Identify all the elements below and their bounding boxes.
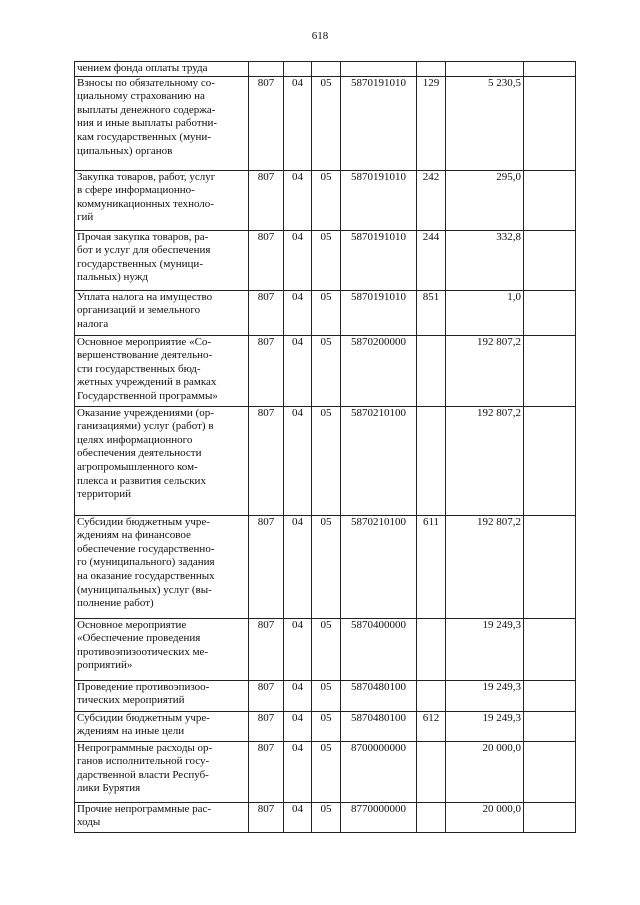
row-expense-type xyxy=(417,618,446,680)
row-section-code: 04 xyxy=(284,406,312,515)
row-empty-cell xyxy=(524,290,576,335)
budget-table xyxy=(74,61,576,833)
row-target-article: 5870210100 xyxy=(341,515,417,618)
row-target-article: 5870191010 xyxy=(341,76,417,170)
row-target-article: 5870480100 xyxy=(341,680,417,711)
row-empty-cell xyxy=(524,76,576,170)
row-subsection-code: 05 xyxy=(312,76,341,170)
row-ved-code: 807 xyxy=(249,335,284,406)
row-name: Основное мероприятие «Обеспечение проведения противоэпизоотических ме- роприятий» xyxy=(75,618,249,680)
row-ved-code: 807 xyxy=(249,618,284,680)
row-empty-cell xyxy=(524,680,576,711)
row-name: Субсидии бюджетным учре- ждениям на иные цели xyxy=(75,711,249,741)
row-amount: 332,8 xyxy=(446,230,524,290)
row-subsection-code: 05 xyxy=(312,406,341,515)
table-row xyxy=(75,335,576,406)
table-row xyxy=(75,515,576,618)
table-row xyxy=(75,802,576,832)
row-name: Оказание учреждениями (ор- ганизациями) услуг (работ) в целях информационного обеспечения деятельности агропромышленного ком- плекса и развития сельских территорий xyxy=(75,406,249,515)
row-empty-cell xyxy=(524,741,576,802)
row-ved-code: 807 xyxy=(249,515,284,618)
row-target-article: 8770000000 xyxy=(341,802,417,832)
row-target-article: 5870191010 xyxy=(341,170,417,230)
row-expense-type xyxy=(417,680,446,711)
row-name: Субсидии бюджетным учре- ждениям на финансовое обеспечение государственно- го (муниципального) задания на оказание государственных (муниципальных) услуг (вы- полнение работ) xyxy=(75,515,249,618)
row-target-article: 5870200000 xyxy=(341,335,417,406)
row-name: Прочие непрограммные рас- ходы xyxy=(75,802,249,832)
row-empty-cell xyxy=(524,711,576,741)
row-expense-type: 611 xyxy=(417,515,446,618)
row-expense-type: 612 xyxy=(417,711,446,741)
row-target-article: 5870210100 xyxy=(341,406,417,515)
row-ved-code: 807 xyxy=(249,680,284,711)
row-section-code: 04 xyxy=(284,802,312,832)
row-empty-cell xyxy=(524,406,576,515)
row-amount: 19 249,3 xyxy=(446,680,524,711)
row-name: Уплата налога на имущество организаций и земельного налога xyxy=(75,290,249,335)
row-empty-cell xyxy=(524,515,576,618)
row-ved-code: 807 xyxy=(249,76,284,170)
row-subsection-code: 05 xyxy=(312,680,341,711)
row-amount xyxy=(446,62,524,77)
row-amount: 192 807,2 xyxy=(446,515,524,618)
row-expense-type: 244 xyxy=(417,230,446,290)
row-expense-type xyxy=(417,335,446,406)
row-ved-code: 807 xyxy=(249,230,284,290)
row-section-code: 04 xyxy=(284,290,312,335)
table-body xyxy=(75,62,576,833)
row-target-article: 5870400000 xyxy=(341,618,417,680)
table-row xyxy=(75,711,576,741)
row-amount: 192 807,2 xyxy=(446,335,524,406)
row-expense-type: 851 xyxy=(417,290,446,335)
row-amount: 20 000,0 xyxy=(446,741,524,802)
row-ved-code: 807 xyxy=(249,741,284,802)
row-section-code: 04 xyxy=(284,618,312,680)
row-subsection-code: 05 xyxy=(312,618,341,680)
row-section-code: 04 xyxy=(284,170,312,230)
row-amount: 5 230,5 xyxy=(446,76,524,170)
row-target-article: 5870191010 xyxy=(341,290,417,335)
row-name: чением фонда оплаты труда xyxy=(75,62,249,77)
row-expense-type xyxy=(417,406,446,515)
row-amount: 19 249,3 xyxy=(446,618,524,680)
row-empty-cell xyxy=(524,230,576,290)
row-empty-cell xyxy=(524,618,576,680)
row-subsection-code xyxy=(312,62,341,77)
row-subsection-code: 05 xyxy=(312,741,341,802)
row-target-article: 8700000000 xyxy=(341,741,417,802)
row-amount: 20 000,0 xyxy=(446,802,524,832)
row-expense-type xyxy=(417,62,446,77)
table-row xyxy=(75,62,576,77)
row-ved-code: 807 xyxy=(249,170,284,230)
table-row xyxy=(75,741,576,802)
row-section-code: 04 xyxy=(284,76,312,170)
row-section-code: 04 xyxy=(284,680,312,711)
row-target-article xyxy=(341,62,417,77)
row-empty-cell xyxy=(524,170,576,230)
row-subsection-code: 05 xyxy=(312,335,341,406)
row-section-code: 04 xyxy=(284,335,312,406)
row-empty-cell xyxy=(524,802,576,832)
row-amount: 192 807,2 xyxy=(446,406,524,515)
row-ved-code: 807 xyxy=(249,711,284,741)
row-section-code: 04 xyxy=(284,711,312,741)
row-expense-type xyxy=(417,802,446,832)
table-row xyxy=(75,406,576,515)
table-row xyxy=(75,230,576,290)
row-subsection-code: 05 xyxy=(312,515,341,618)
table-row xyxy=(75,290,576,335)
row-name: Непрограммные расходы ор- ганов исполнительной госу- дарственной власти Респуб- лики Бурятия xyxy=(75,741,249,802)
row-amount: 295,0 xyxy=(446,170,524,230)
row-amount: 19 249,3 xyxy=(446,711,524,741)
row-ved-code: 807 xyxy=(249,406,284,515)
row-section-code: 04 xyxy=(284,515,312,618)
row-section-code: 04 xyxy=(284,741,312,802)
row-name: Прочая закупка товаров, ра- бот и услуг для обеспечения государственных (муници- пальных) нужд xyxy=(75,230,249,290)
row-ved-code xyxy=(249,62,284,77)
row-ved-code: 807 xyxy=(249,802,284,832)
row-target-article: 5870480100 xyxy=(341,711,417,741)
row-expense-type xyxy=(417,741,446,802)
row-amount: 1,0 xyxy=(446,290,524,335)
row-empty-cell xyxy=(524,335,576,406)
table-row xyxy=(75,680,576,711)
row-name: Проведение противоэпизоо- тических мероприятий xyxy=(75,680,249,711)
page-number: 618 xyxy=(311,30,329,42)
row-subsection-code: 05 xyxy=(312,170,341,230)
row-expense-type: 129 xyxy=(417,76,446,170)
row-target-article: 5870191010 xyxy=(341,230,417,290)
row-subsection-code: 05 xyxy=(312,290,341,335)
row-name: Закупка товаров, работ, услуг в сфере информационно- коммуникационных техноло- гий xyxy=(75,170,249,230)
row-section-code: 04 xyxy=(284,230,312,290)
table-row xyxy=(75,170,576,230)
row-empty-cell xyxy=(524,62,576,77)
row-subsection-code: 05 xyxy=(312,802,341,832)
row-ved-code: 807 xyxy=(249,290,284,335)
row-name: Взносы по обязательному со- циальному страхованию на выплаты денежного содержа- ния и иные выплаты работни- кам государственных (муни- ципальных) органов xyxy=(75,76,249,170)
row-name: Основное мероприятие «Со- вершенствование деятельно- сти государственных бюд- жетных учреждений в рамках Государственной программы» xyxy=(75,335,249,406)
table-row xyxy=(75,618,576,680)
row-subsection-code: 05 xyxy=(312,230,341,290)
row-subsection-code: 05 xyxy=(312,711,341,741)
row-expense-type: 242 xyxy=(417,170,446,230)
table-row xyxy=(75,76,576,170)
row-section-code xyxy=(284,62,312,77)
